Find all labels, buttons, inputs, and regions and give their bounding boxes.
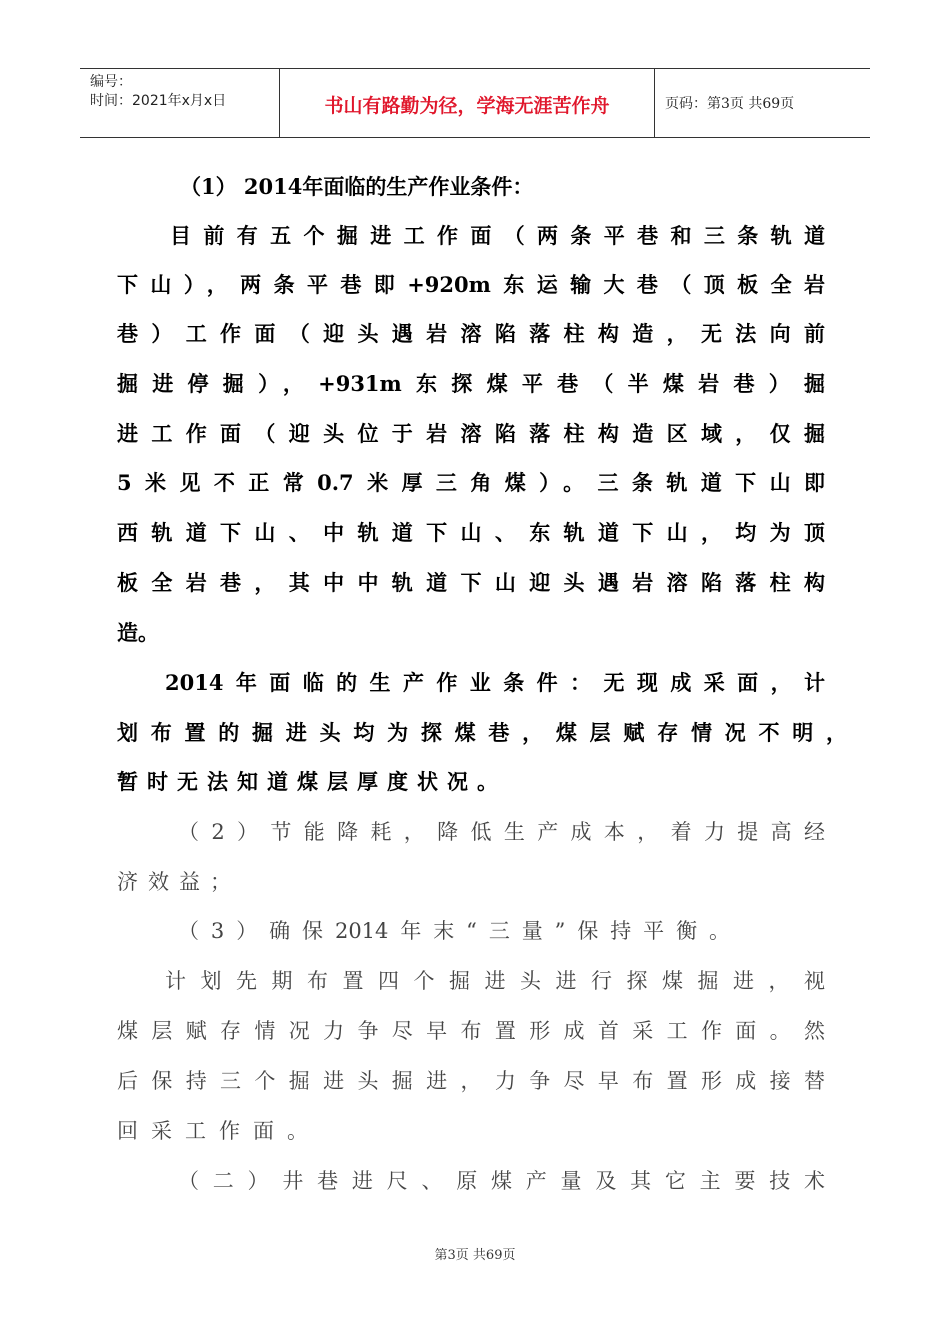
text-line: 西轨道下山、中轨道下山、东轨道下山，均为顶 xyxy=(117,520,825,545)
text-line: 造。 xyxy=(117,620,159,645)
header-table xyxy=(80,68,870,138)
text-line: （二）井巷进尺、原煤产量及其它主要技术 xyxy=(178,1169,825,1193)
page-footer: 第3页 共69页 xyxy=(434,1248,516,1263)
text-line: 巷）工作面（迎头遇岩溶陷落柱构造，无法向前 xyxy=(117,321,825,346)
document-number-label: 编号： xyxy=(90,74,132,90)
text-line: 济效益； xyxy=(117,870,241,894)
text-line: 暂时无法知道煤层厚度状况。 xyxy=(117,769,507,794)
text-line: 板全岩巷，其中中轨道下山迎头遇岩溶陷落柱构 xyxy=(117,570,825,595)
text-line: （3）确保2014年末“三量”保持平衡。 xyxy=(178,919,730,943)
text-line: 煤层赋存情况力争尽早布置形成首采工作面。然 xyxy=(117,1019,825,1043)
text-line: 回采工作面。 xyxy=(117,1119,321,1143)
header-divider-right xyxy=(654,69,655,137)
text-line: 后保持三个掘进头掘进，力争尽早布置形成接替 xyxy=(117,1069,825,1093)
text-line: 目前有五个掘进工作面（两条平巷和三条轨道 xyxy=(170,223,825,248)
text-line: （2）节能降耗，降低生产成本，着力提高经 xyxy=(178,820,825,844)
text-line: 掘进停掘），+931m东探煤平巷（半煤岩巷）掘 xyxy=(117,371,825,396)
text-line: 5米见不正常0.7米厚三角煤）。三条轨道下山即 xyxy=(117,470,825,495)
text-line: 2014年面临的生产作业条件：无现成采面，计 xyxy=(165,670,825,695)
text-line: 划布置的掘进头均为探煤巷，煤层赋存情况不明， xyxy=(117,720,847,745)
text-line: 下山），两条平巷即+920m东运输大巷（顶板全岩 xyxy=(117,272,825,297)
header-motto: 书山有路勤为径，学海无涯苦作舟 xyxy=(324,95,610,117)
text-line: （1） 2014年面临的生产作业条件： xyxy=(180,174,534,199)
document-time-label: 时间：2021年x月x日 xyxy=(90,93,227,109)
header-page-info: 页码：第3页 共69页 xyxy=(665,96,795,112)
text-line: 进工作面（迎头位于岩溶陷落柱构造区域，仅掘 xyxy=(117,421,825,446)
text-line: 计划先期布置四个掘进头进行探煤掘进，视 xyxy=(165,969,825,993)
